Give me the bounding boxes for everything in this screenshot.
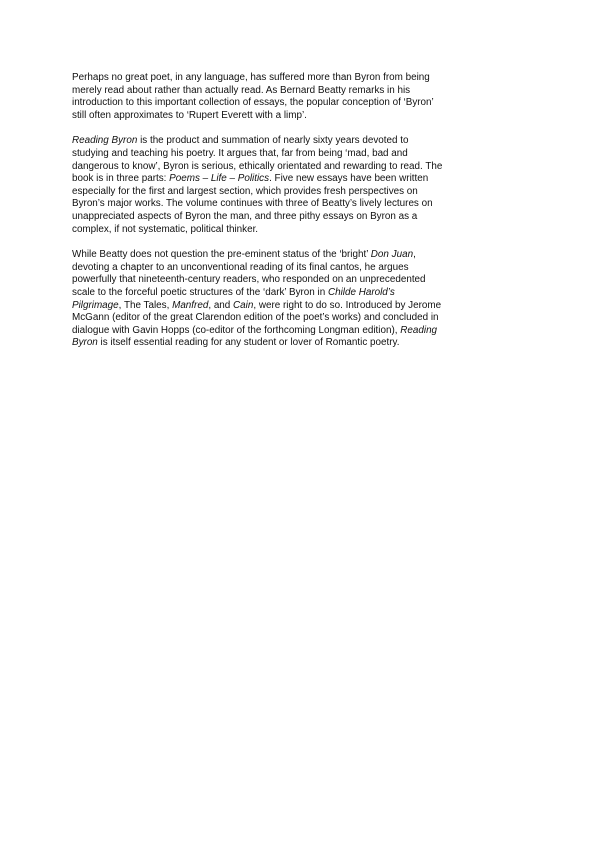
text-line [72, 97, 524, 110]
italic-title: Byron [72, 337, 98, 349]
text-run: dialogue with Gavin Hopps (co-editor of the forthcoming Longman edition), [72, 324, 401, 336]
text-line [72, 72, 524, 85]
text-run: , [413, 249, 416, 261]
text-run: dangerous to know’, Byron is serious, ethically orientated and rewarding to read. The [72, 160, 443, 172]
text-run: merely read about rather than actually read. As Bernard Beatty remarks in his [72, 84, 411, 96]
paragraph-2 [72, 135, 524, 236]
text-line [72, 186, 524, 199]
italic-title: Pilgrimage [72, 299, 119, 311]
text-run: complex, if not systematic, political thinker. [72, 223, 259, 235]
text-line [72, 274, 524, 287]
text-line [72, 85, 524, 98]
text-run: introduction to this important collection of essays, the popular conception of ‘Byron’ [72, 97, 434, 109]
text-line [72, 198, 524, 211]
italic-title: Poems – Life – Politics [169, 173, 270, 185]
text-run: Byron’s major works. The volume continues with three of Beatty’s lively lectures on [72, 198, 433, 210]
text-line [72, 312, 524, 325]
text-line [72, 300, 524, 313]
text-run: devoting a chapter to an unconventional reading of its final cantos, he argues [72, 261, 409, 273]
text-run: still often approximates to ‘Rupert Everett with a limp’. [72, 109, 307, 121]
text-run: especially for the first and largest section, which provides fresh perspectives on [72, 185, 418, 197]
text-run: is the product and summation of nearly sixty years devoted to [137, 135, 409, 147]
text-run: , The Tales, [118, 299, 173, 311]
text-run: Perhaps no great poet, in any language, has suffered more than Byron from being [72, 72, 430, 83]
body-text [72, 72, 524, 363]
text-line [72, 224, 524, 237]
text-run: McGann (editor of the great Clarendon edition of the poet’s works) and concluded in [72, 312, 439, 324]
italic-title: Cain [233, 299, 254, 311]
text-run: , were right to do so. Introduced by Jerome [253, 299, 442, 311]
italic-title: Manfred [172, 299, 209, 311]
text-run: , and [208, 299, 234, 311]
text-run: studying and teaching his poetry. It argues that, far from being ‘mad, bad and [72, 147, 408, 159]
text-run: unappreciated aspects of Byron the man, and three pithy essays on Byron as a [72, 210, 418, 222]
text-line [72, 249, 524, 262]
text-line [72, 173, 524, 186]
paragraph-3 [72, 249, 524, 350]
text-line [72, 148, 524, 161]
text-line [72, 211, 524, 224]
italic-title: Don Juan [370, 249, 414, 261]
italic-title: Childe Harold’s [327, 286, 395, 298]
paragraph-1 [72, 72, 524, 122]
text-line [72, 110, 524, 123]
text-run: powerfully that nineteenth-century readers, who responded on an unprecedented [72, 274, 426, 286]
italic-title: Reading [400, 324, 438, 336]
text-line [72, 161, 524, 174]
text-line [72, 262, 524, 275]
text-run: scale to the forceful poetic structures of the ‘dark’ Byron in [72, 286, 328, 298]
text-run: is itself essential reading for any student or lover of Romantic poetry. [97, 337, 400, 349]
text-run: book is in three parts: [72, 173, 170, 185]
text-line [72, 135, 524, 148]
text-run: While Beatty does not question the pre-eminent status of the ‘bright’ [72, 249, 371, 261]
text-line [72, 287, 524, 300]
text-line [72, 325, 524, 338]
text-line [72, 337, 524, 350]
text-run: . Five new essays have been written [269, 173, 429, 185]
italic-title: Reading Byron [72, 135, 138, 147]
